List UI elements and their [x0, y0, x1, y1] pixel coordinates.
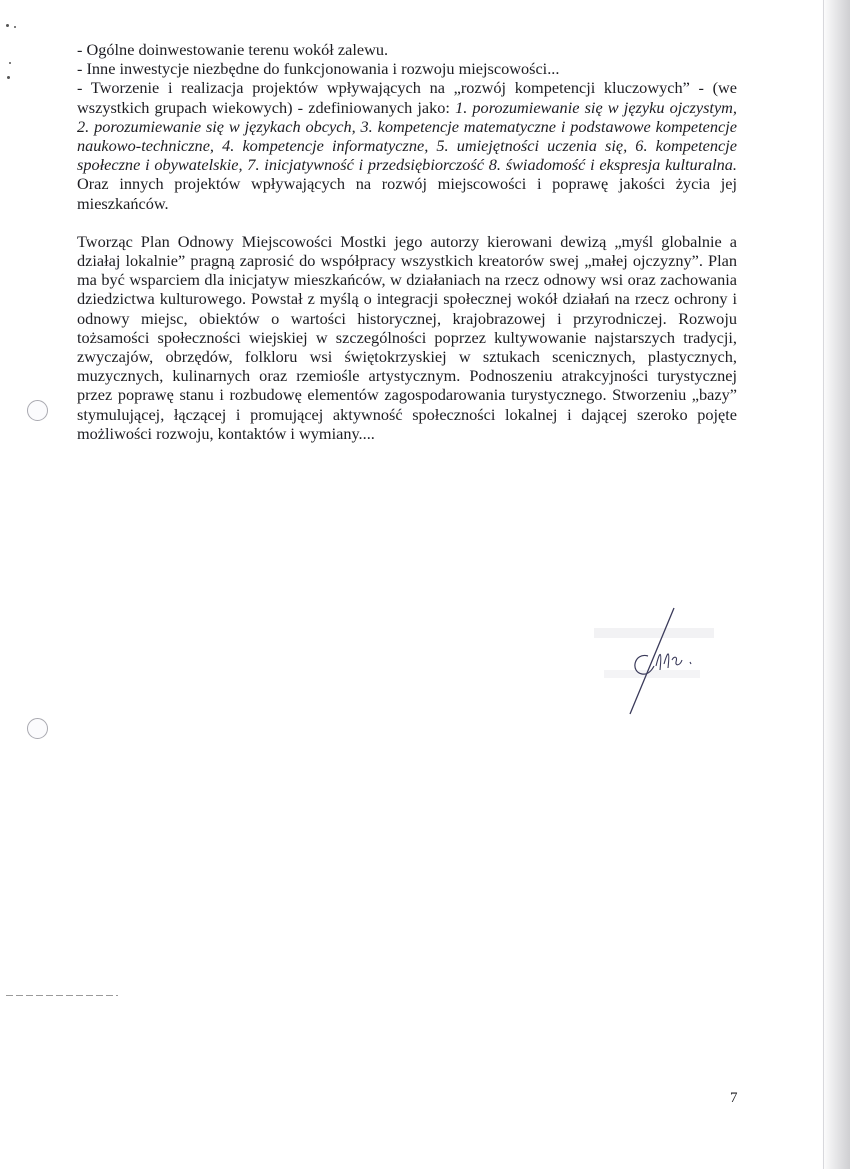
- scan-edge-line: [823, 0, 824, 1169]
- scan-speck: [7, 76, 10, 79]
- list-item: - Inne inwestycje niezbędne do funkcjonowania i rozwoju miejscowości...: [77, 59, 560, 79]
- list-item: - Ogólne doinwestowanie terenu wokół zalewu.: [77, 40, 389, 59]
- scan-speck: [14, 26, 16, 28]
- punch-hole-top: [27, 400, 48, 421]
- page-body: [77, 40, 737, 443]
- punch-hole-bottom: [27, 718, 48, 739]
- body-paragraph: Tworząc Plan Odnowy Miejscowości Mostki jego autorzy kierowani dewizą „myśl globalnie a działaj lokalnie” pragną zaprosić do współpracy wszystkich kreatorów swej „małej ojczyzny”. Plan ma być wsparciem dla inicjatyw mieszkańców, w działaniach na rzecz odnowy wsi oraz zachowania dziedzictwa kulturowego. Powstał z myślą o integracji społecznej wokół działań na rzecz ochrony i odnowy miejsc, obiektów o wartości historycznej, krajobrazowej i przyrodniczej. Rozwoju tożsamości społeczności wiejskiej w szczególności poprzez kultywowanie najstarszych tradycji, zwyczajów, obrzędów, folkloru wsi świętokrzyskiej w sztukach scenicznych, plastycznych, muzycznych, kulinarnych oraz rzemiośle artystycznym. Podnoszeniu atrakcyjności turystycznej przez poprawę stanu i rozbudowę elementów zagospodarowania turystycznego. Stworzeniu „bazy” stymulującej, łączącej i promującej aktywność społeczności lokalnej i dającej szeroko pojęte możliwości rozwoju, kontaktów i wymiany....: [77, 231, 737, 443]
- page-number: 7: [730, 1090, 738, 1106]
- scan-edge-shadow: [822, 0, 850, 1169]
- competences-intro: - Tworzenie i realizacja projektów wpływających na „rozwój kompetencji kluczowych” - (we wszystkich grupach wiekowych) - zdefiniowanych jako:: [77, 78, 737, 117]
- signature: [590, 600, 730, 720]
- scan-artifact-line: [6, 995, 118, 996]
- list-item-key-competences: [77, 78, 737, 212]
- competences-outro: Oraz innych projektów wpływających na rozwój miejscowości i poprawę jakości życia jej mieszkańców.: [77, 174, 737, 213]
- scan-speck: [6, 24, 9, 27]
- scan-speck: [9, 62, 11, 64]
- competences-list: 1. porozumiewanie się w języku ojczystym, 2. porozumiewanie się w językach obcych, 3. kompetencje matematyczne i podstawowe kompetencje naukowo-techniczne, 4. kompetencje informatyczne, 5. umiejętności uczenia się, 6. kompetencje społeczne i obywatelskie, 7. inicjatywność i przedsiębiorczość 8. świadomość i ekspresja kulturalna.: [77, 97, 737, 175]
